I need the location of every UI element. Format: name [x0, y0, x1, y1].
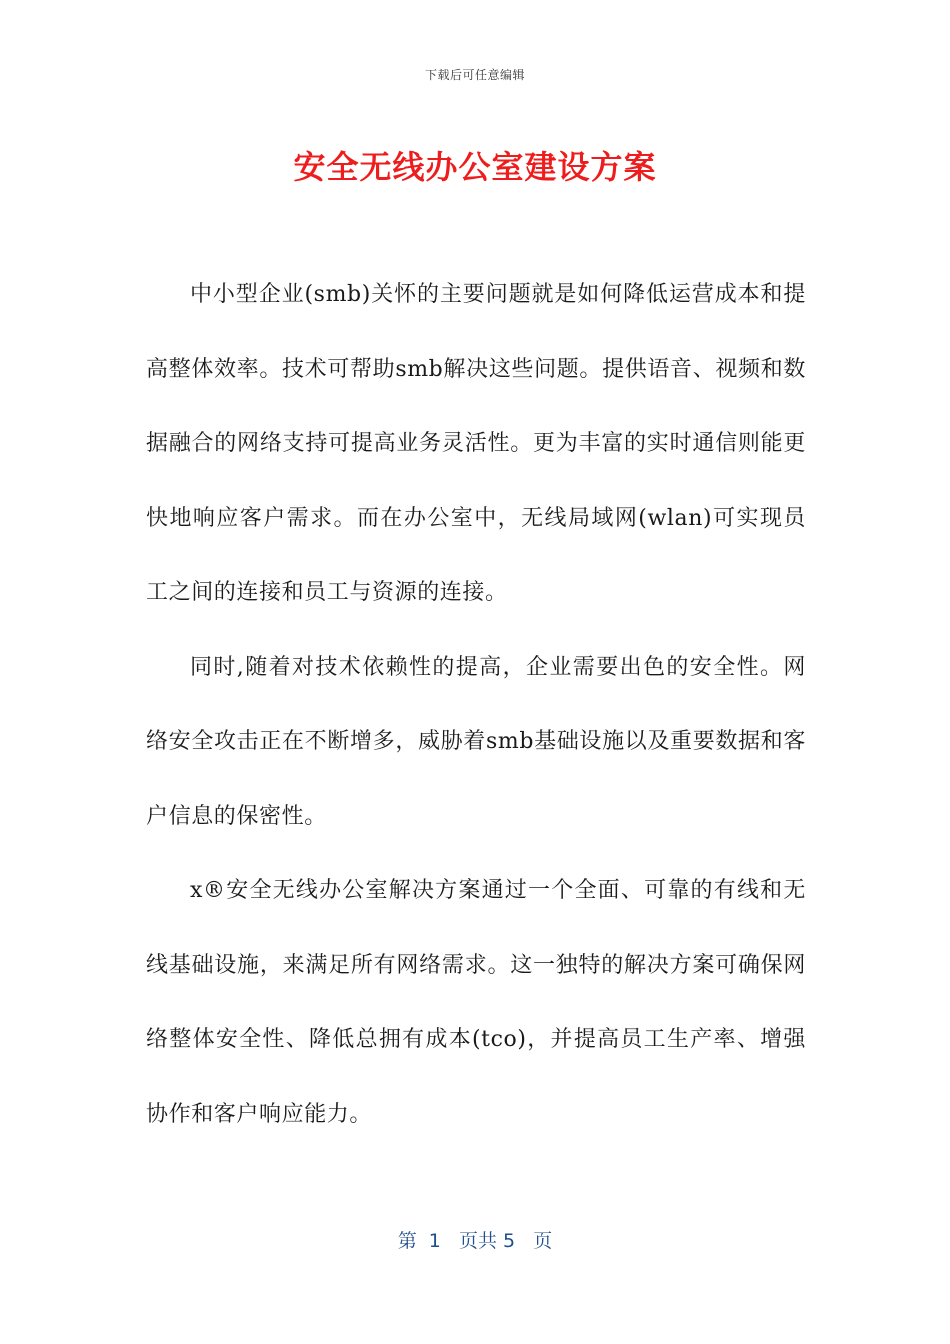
- document-title: 安全无线办公室建设方案: [293, 148, 657, 186]
- page-number: 第 1 页共 5 页: [397, 1230, 553, 1252]
- paragraph-1: 中小型企业(smb)关怀的主要问题就是如何降低运营成本和提高整体效率。技术可帮助smb解决这些问题。提供语音、视频和数据融合的网络支持可提高业务灵活性。更为丰富的实时通信则能更快地响应客户需求。而在办公室中，无线局域网(wlan)可实现员工之间的连接和员工与资源的连接。: [146, 282, 806, 605]
- paragraph-3: x®安全无线办公室解决方案通过一个全面、可靠的有线和无线基础设施，来满足所有网络需求。这一独特的解决方案可确保网络整体安全性、降低总拥有成本(tco)，并提高员工生产率、增强协作和客户响应能力。: [146, 878, 806, 1127]
- download-note: 下载后可任意编辑: [424, 68, 525, 82]
- paragraph-2: 同时,随着对技术依赖性的提高，企业需要出色的安全性。网络安全攻击正在不断增多，威胁着smb基础设施以及重要数据和客户信息的保密性。: [146, 654, 806, 829]
- document-body: [146, 258, 806, 1152]
